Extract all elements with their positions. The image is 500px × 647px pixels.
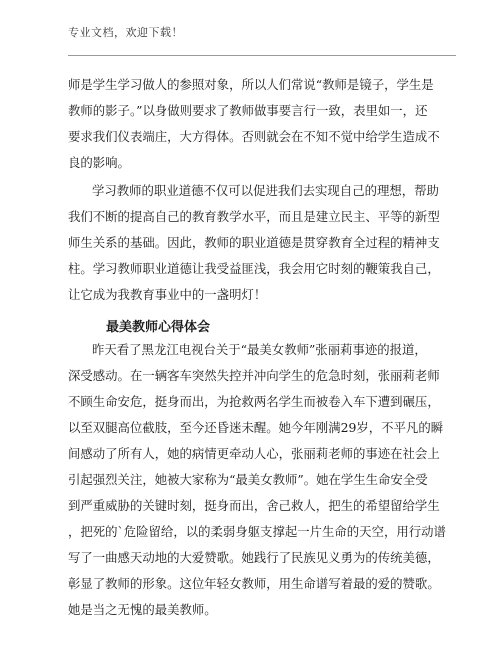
paragraph-1-line-1: 师是学生学习做人的参照对象，所以人们常说“教师是镜子，学生是: [68, 77, 434, 92]
paragraph-1-line-4: 良的影响。: [68, 155, 130, 170]
paragraph-2-line-2: 我们不断的提高自己的教育教学水平，而且是建立民主、平等的新型: [68, 209, 440, 224]
paragraph-3-line-1: 昨天看了黑龙江电视台关于“最美女教师”张丽莉事迹的报道，: [92, 342, 427, 357]
paragraph-3-line-4: 以至双腿高位截肢，至今还昏迷未醒。她今年刚满29岁，不平凡的瞬: [68, 420, 444, 435]
paragraph-2-line-5: 让它成为我教育事业中的一盏明灯！: [68, 287, 267, 302]
paragraph-3-line-6: 引起强烈关注，她被大家称为“最美女教师”。她在学生生命安全受: [68, 472, 428, 487]
paragraph-2-line-3: 师生关系的基础。因此，教师的职业道德是贯穿教育全过程的精神支: [68, 235, 440, 250]
paragraph-2-line-4: 柱。学习教师职业道德让我受益匪浅，我会用它时刻的鞭策我自己，: [68, 261, 440, 276]
paragraph-3-line-3: 不顾生命安危，挺身而出，为抢救两名学生而被卷入车下遭到碾压，: [68, 394, 440, 409]
paragraph-3-line-7: 到严重威胁的关键时刻，挺身而出，舍己救人，把生的希望留给学生: [68, 498, 440, 513]
paragraph-2-line-1: 学习教师的职业道德不仅可以促进我们去实现自己的理想，帮助: [92, 183, 439, 198]
paragraph-3-line-10: 彰显了教师的形象。这位年轻女教师，用生命谱写着最的爱的赞歌。: [68, 576, 440, 591]
paragraph-3-line-2: 深受感动。在一辆客车突然失控并冲向学生的危急时刻，张丽莉老师: [68, 368, 440, 383]
section-heading: 最美教师心得体会: [106, 320, 211, 335]
paragraph-3-line-9: 写了一曲感天动地的大爱赞歌。她践行了民族见义勇为的传统美德，: [68, 550, 440, 565]
paragraph-3-line-8: ，把死的`危险留给，以的柔弱身躯支撑起一片生命的天空，用行动谱: [68, 524, 446, 539]
paragraph-3-line-11: 她是当之无愧的最美教师。: [68, 602, 217, 617]
paragraph-3-line-5: 间感动了所有人，她的病情更牵动人心，张丽莉老师的事迹在社会上: [68, 446, 440, 461]
paragraph-1-line-2: 教师的影子。”以身做则要求了教师做事要言行一致，表里如一，还: [68, 103, 428, 118]
page-header: 专业文档，欢迎下载！: [68, 26, 183, 39]
paragraph-1-line-3: 要求我们仪表端庄，大方得体。否则就会在不知不觉中给学生造成不: [68, 129, 440, 144]
header-divider: [68, 55, 456, 56]
